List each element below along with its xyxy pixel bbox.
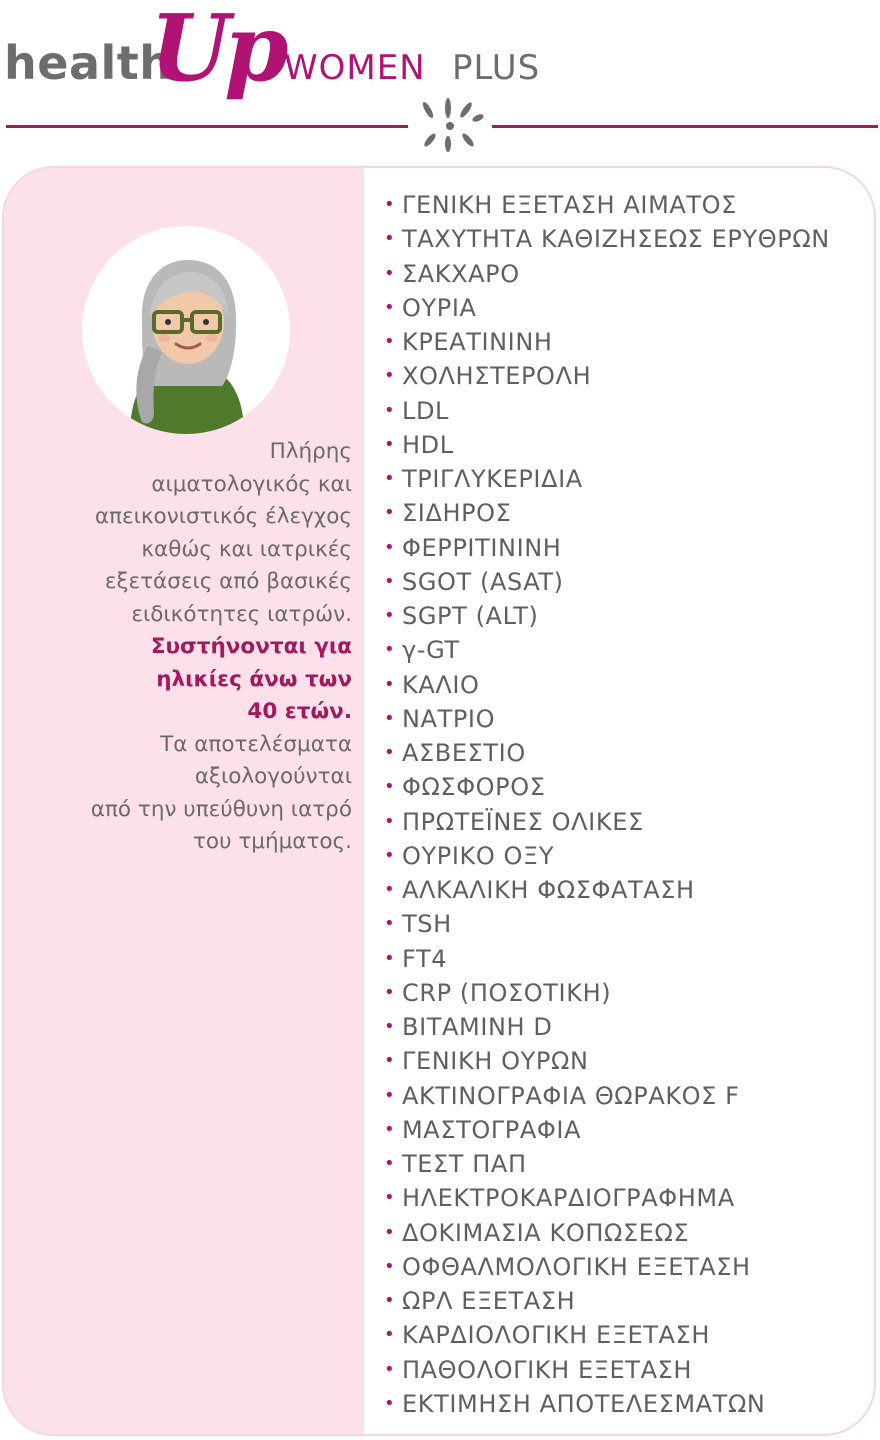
test-label: ΣΙΔΗΡΟΣ	[402, 499, 512, 528]
test-item	[384, 1010, 830, 1044]
test-item	[384, 531, 830, 565]
test-item	[384, 1113, 830, 1147]
test-item	[384, 1284, 830, 1318]
brand-women-text: WOMEN	[284, 48, 426, 88]
test-item	[384, 770, 830, 804]
test-label: SGOT (ASAT)	[402, 567, 564, 596]
results-note-line: του τμήματος.	[192, 829, 352, 854]
test-label: TSH	[402, 910, 452, 939]
bullet-icon: •	[384, 296, 396, 318]
test-item	[384, 1353, 830, 1387]
description-line: Πλήρης	[269, 439, 352, 464]
results-note-line: από την υπεύθυνη ιατρό	[90, 796, 352, 822]
test-item	[384, 668, 830, 702]
results-note-line: αξιολογούνται	[194, 764, 352, 789]
recommendation-line: 40 ετών.	[247, 699, 352, 724]
bullet-icon: •	[384, 947, 396, 969]
divider-right	[492, 125, 878, 128]
bullet-icon: •	[384, 1255, 396, 1277]
test-item	[384, 599, 830, 633]
bullet-icon: •	[384, 1118, 396, 1140]
brand-plus-text: PLUS	[452, 48, 541, 88]
description-line: καθώς και ιατρικές	[141, 536, 352, 562]
test-item	[384, 702, 830, 736]
brand-health-text: health	[4, 36, 173, 90]
test-label: ΦΩΣΦΟΡΟΣ	[402, 773, 546, 802]
bullet-icon: •	[384, 228, 396, 250]
test-label: LDL	[402, 396, 450, 425]
tests-list	[384, 188, 830, 1421]
recommendation-line: Συστήνονται για	[150, 634, 352, 659]
test-item	[384, 907, 830, 941]
package-card	[2, 166, 876, 1436]
test-label: ΚΡΕΑΤΙΝΙΝΗ	[402, 328, 553, 356]
test-label: ΤΑΧΥΤΗΤΑ ΚΑΘΙΖΗΣΕΩΣ ΕΡΥΘΡΩΝ	[402, 225, 830, 254]
test-item	[384, 394, 830, 428]
bullet-icon: •	[384, 981, 396, 1003]
test-label: ΕΚΤΙΜΗΣΗ ΑΠΟΤΕΛΕΣΜΑΤΩΝ	[402, 1389, 766, 1418]
test-label: ΦΕΡΡΙΤΙΝΙΝΗ	[402, 533, 562, 562]
description-line: εξετάσεις από βασικές	[104, 569, 352, 594]
test-item	[384, 428, 830, 462]
test-item	[384, 976, 830, 1010]
test-item	[384, 462, 830, 496]
brand-header	[0, 0, 880, 160]
bullet-icon: •	[384, 331, 396, 352]
bullet-icon: •	[384, 1153, 396, 1174]
bullet-icon: •	[384, 1324, 396, 1346]
description-line: αιματολογικός και	[151, 471, 352, 497]
test-label: ΣΑΚΧΑΡΟ	[402, 259, 520, 288]
test-item	[384, 325, 830, 359]
bullet-icon: •	[384, 262, 396, 284]
test-label: ΓΕΝΙΚΗ ΟΥΡΩΝ	[402, 1047, 589, 1076]
test-label: ΔΟΚΙΜΑΣΙΑ ΚΟΠΩΣΕΩΣ	[402, 1218, 690, 1247]
bullet-icon: •	[384, 570, 396, 592]
description-line: ειδικότητες ιατρών.	[131, 601, 352, 627]
bullet-icon: •	[384, 913, 396, 935]
test-item	[384, 633, 830, 667]
test-item	[384, 1079, 830, 1113]
test-item	[384, 805, 830, 839]
bullet-icon: •	[384, 468, 396, 489]
test-item	[384, 496, 830, 530]
test-label: ΑΣΒΕΣΤΙΟ	[402, 739, 526, 767]
description-panel	[4, 168, 364, 1434]
results-note-line: Τα αποτελέσματα	[160, 731, 352, 757]
bullet-icon: •	[384, 365, 396, 387]
bullet-icon: •	[384, 1050, 396, 1072]
test-item	[384, 873, 830, 907]
test-item	[384, 1044, 830, 1078]
test-label: ΓΕΝΙΚΗ ΕΞΕΤΑΣΗ ΑΙΜΑΤΟΣ	[402, 191, 737, 219]
bullet-icon: •	[384, 536, 396, 558]
test-label: ΟΥΡΙΑ	[402, 293, 477, 322]
test-item	[384, 565, 830, 599]
test-label: SGPT (ALT)	[402, 602, 539, 630]
test-item	[384, 942, 830, 976]
test-item	[384, 1181, 830, 1215]
bullet-icon: •	[384, 433, 396, 455]
test-item	[384, 736, 830, 770]
test-item	[384, 1387, 830, 1421]
test-label: ΠΑΘΟΛΟΓΙΚΗ ΕΞΕΤΑΣΗ	[402, 1355, 692, 1384]
bullet-icon: •	[384, 1392, 396, 1414]
test-label: ΜΑΣΤΟΓΡΑΦΙΑ	[402, 1115, 582, 1144]
brand-up-text: Up	[150, 0, 283, 102]
test-item	[384, 291, 830, 325]
bullet-icon: •	[384, 844, 396, 866]
recommendation-line: ηλικίες άνω των	[156, 666, 352, 692]
test-label: γ-GT	[402, 636, 460, 665]
test-item	[384, 222, 830, 256]
test-label: ΤΕΣΤ ΠΑΠ	[402, 1150, 527, 1178]
test-label: HDL	[402, 430, 454, 459]
bullet-icon: •	[384, 879, 396, 900]
test-label: ΚΑΛΙΟ	[402, 670, 480, 699]
test-label: CRP (ΠΟΣΟΤΙΚΗ)	[402, 978, 612, 1007]
test-label: FT4	[402, 944, 448, 973]
test-label: ΒΙΤΑΜΙΝΗ D	[402, 1013, 553, 1041]
bullet-icon: •	[384, 502, 396, 524]
bullet-icon: •	[384, 639, 396, 661]
bullet-icon: •	[384, 1358, 396, 1380]
bullet-icon: •	[384, 1187, 396, 1209]
bullet-icon: •	[384, 673, 396, 695]
test-label: ΩΡΛ ΕΞΕΤΑΣΗ	[402, 1287, 576, 1315]
bullet-icon: •	[384, 810, 396, 832]
description-line: απεικονιστικός έλεγχος	[94, 504, 352, 529]
test-item	[384, 359, 830, 393]
elderly-woman-avatar-icon	[82, 226, 290, 434]
test-item	[384, 188, 830, 222]
test-item	[384, 1318, 830, 1352]
test-label: ΧΟΛΗΣΤΕΡΟΛΗ	[402, 362, 592, 391]
test-item	[384, 1147, 830, 1181]
bullet-icon: •	[384, 1016, 396, 1037]
bullet-icon: •	[384, 707, 396, 729]
test-label: ΗΛΕΚΤΡΟΚΑΡΔΙΟΓΡΑΦΗΜΑ	[402, 1184, 735, 1213]
test-item	[384, 257, 830, 291]
package-description	[24, 436, 352, 859]
flourish-icon	[408, 96, 492, 156]
test-label: ΟΦΘΑΛΜΟΛΟΓΙΚΗ ΕΞΕΤΑΣΗ	[402, 1252, 751, 1281]
test-label: ΑΛΚΑΛΙΚΗ ΦΩΣΦΑΤΑΣΗ	[402, 876, 695, 904]
bullet-icon: •	[384, 1084, 396, 1106]
bullet-icon: •	[384, 1221, 396, 1243]
test-item	[384, 1250, 830, 1284]
bullet-icon: •	[384, 1290, 396, 1311]
bullet-icon: •	[384, 742, 396, 763]
test-label: ΚΑΡΔΙΟΛΟΓΙΚΗ ΕΞΕΤΑΣΗ	[402, 1321, 710, 1350]
test-label: ΝΑΤΡΙΟ	[402, 704, 496, 733]
test-label: ΤΡΙΓΛΥΚΕΡΙΔΙΑ	[402, 465, 583, 493]
test-label: ΑΚΤΙΝΟΓΡΑΦΙΑ ΘΩΡΑΚΟΣ F	[402, 1081, 740, 1110]
test-item	[384, 1216, 830, 1250]
test-item	[384, 839, 830, 873]
divider-left	[6, 125, 408, 128]
bullet-icon: •	[384, 605, 396, 626]
test-label: ΟΥΡΙΚΟ ΟΞΥ	[402, 841, 555, 870]
bullet-icon: •	[384, 194, 396, 215]
bullet-icon: •	[384, 399, 396, 421]
bullet-icon: •	[384, 776, 396, 798]
test-label: ΠΡΩΤΕΪΝΕΣ ΟΛΙΚΕΣ	[402, 807, 644, 836]
